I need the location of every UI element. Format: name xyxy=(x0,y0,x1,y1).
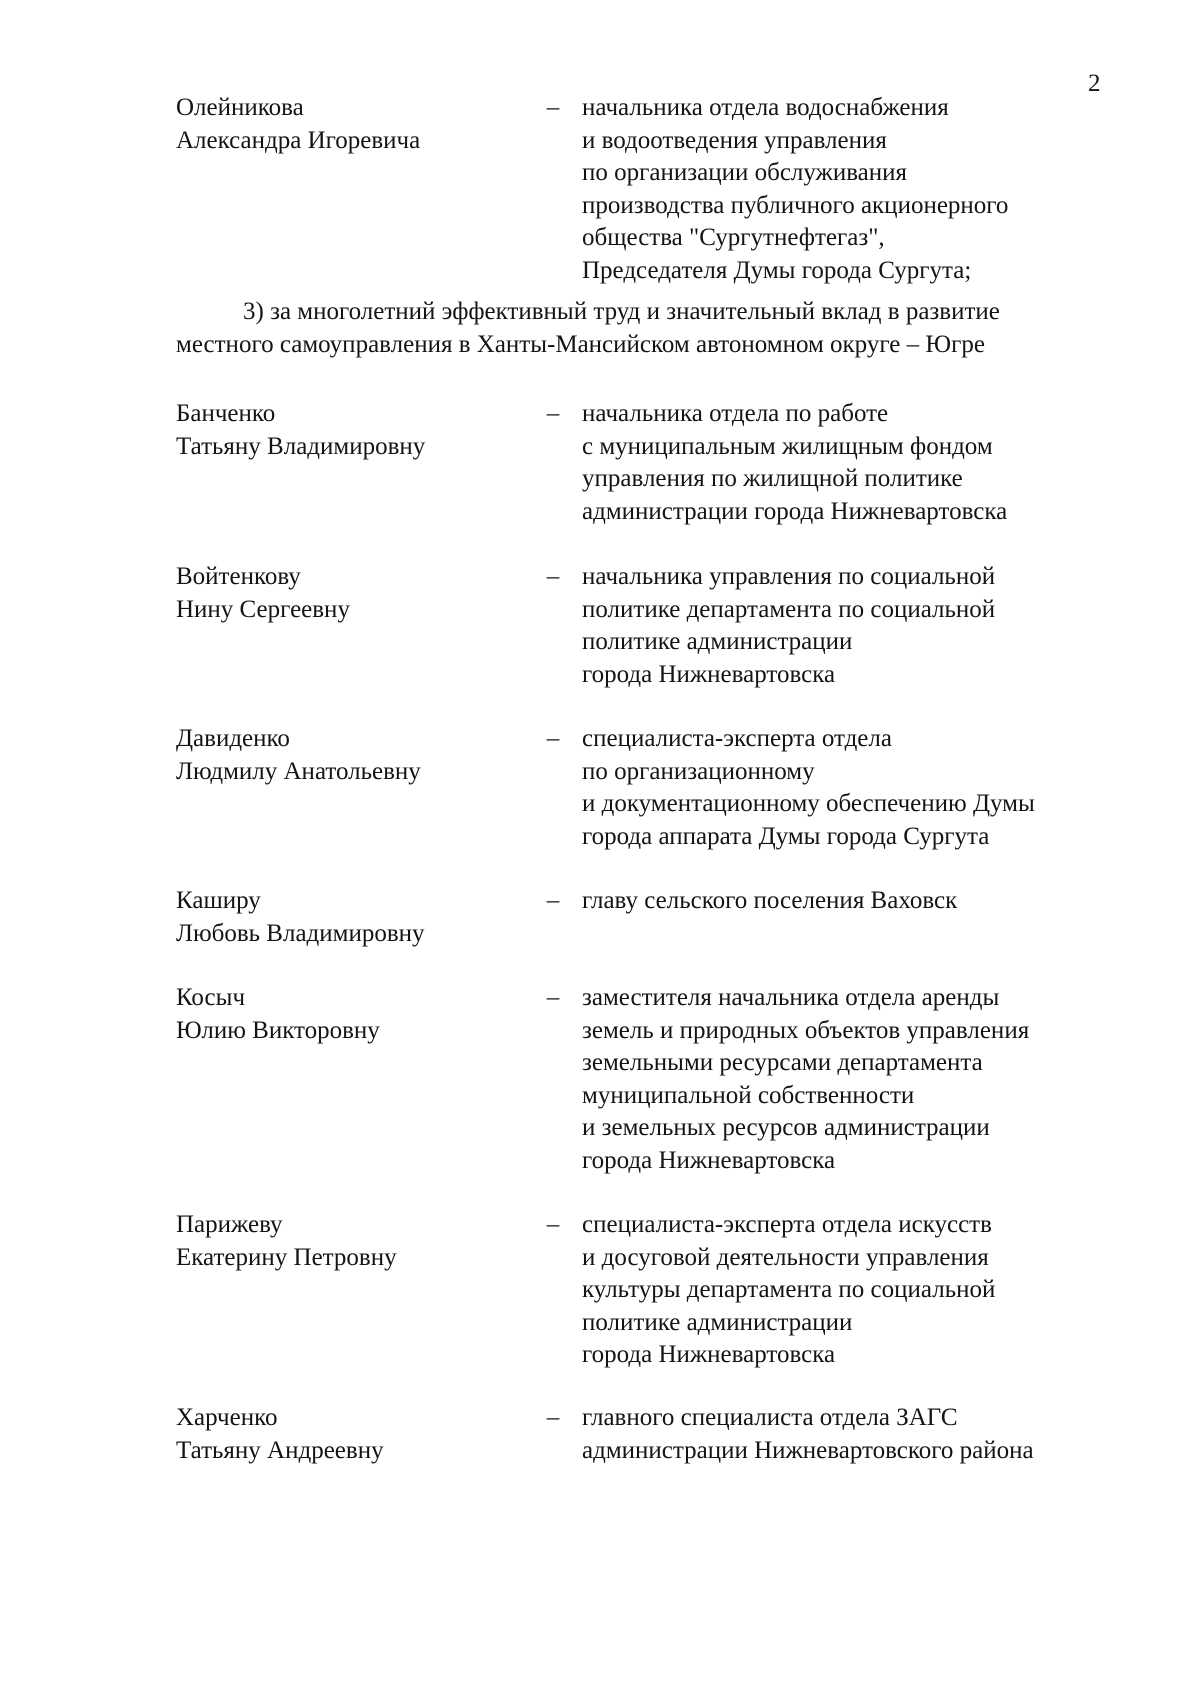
given-names: Любовь Владимировну xyxy=(176,919,425,947)
surname: Косыч xyxy=(176,984,246,1011)
description-line: общества "Сургутнефтегаз", xyxy=(582,224,885,251)
position-description xyxy=(582,561,1122,691)
section-paragraph xyxy=(176,296,1116,361)
position-description xyxy=(582,398,1122,528)
description-line: политике администрации xyxy=(582,1308,853,1336)
description-line: управления по жилищной политике xyxy=(582,465,963,492)
description-line: по организации обслуживания xyxy=(582,159,908,186)
surname: Каширу xyxy=(176,887,261,914)
given-names: Екатерину Петровну xyxy=(176,1243,397,1271)
description-line: с муниципальным жилищным фондом xyxy=(582,432,993,460)
person-name xyxy=(176,1209,536,1274)
description-line: заместителя начальника отдела аренды xyxy=(582,984,1000,1011)
dash-separator: – xyxy=(546,1404,560,1431)
description-line: и водоотведения управления xyxy=(582,126,887,154)
description-line: и документационному обеспечению Думы xyxy=(582,790,1035,817)
person-name xyxy=(176,982,536,1047)
description-line: земель и природных объектов управления xyxy=(582,1016,1030,1044)
description-line: политике департамента по социальной xyxy=(582,595,996,623)
dash-separator: – xyxy=(546,725,560,752)
dash-separator: – xyxy=(546,1211,560,1238)
dash-separator: – xyxy=(546,984,560,1011)
description-line: и досуговой деятельности управления xyxy=(582,1243,989,1271)
description-line: муниципальной собственности xyxy=(582,1081,915,1109)
description-line: политике администрации xyxy=(582,628,853,655)
surname: Парижеву xyxy=(176,1211,283,1238)
description-line: администрации города Нижневартовска xyxy=(582,497,1008,525)
surname: Давиденко xyxy=(176,725,290,752)
description-line: специалиста-эксперта отдела искусств xyxy=(582,1211,992,1238)
given-names: Татьяну Андреевну xyxy=(176,1436,384,1464)
position-description xyxy=(582,982,1122,1177)
description-line: города Нижневартовска xyxy=(582,1341,836,1368)
dash-separator: – xyxy=(546,887,560,914)
description-line: города Нижневартовска xyxy=(582,1146,836,1174)
description-line: начальника отдела водоснабжения xyxy=(582,94,949,121)
description-line: производства публичного акционерного xyxy=(582,191,1009,219)
description-line: города аппарата Думы города Сургута xyxy=(582,822,990,850)
given-names: Людмилу Анатольевну xyxy=(176,757,421,785)
description-line: земельными ресурсами департамента xyxy=(582,1049,983,1076)
description-line: Председателя Думы города Сургута; xyxy=(582,256,972,284)
given-names: Александра Игоревича xyxy=(176,126,421,154)
description-line: по организационному xyxy=(582,757,815,785)
given-names: Нину Сергеевну xyxy=(176,595,350,623)
position-description xyxy=(582,1402,1122,1467)
given-names: Юлию Викторовну xyxy=(176,1016,380,1044)
position-description xyxy=(582,92,1122,287)
surname: Харченко xyxy=(176,1404,278,1431)
person-name xyxy=(176,398,536,463)
section-paragraph-line: 3) за многолетний эффективный труд и значительный вклад в развитие xyxy=(243,298,1000,325)
surname: Олейникова xyxy=(176,94,304,121)
description-line: начальника управления по социальной xyxy=(582,563,996,590)
page-number: 2 xyxy=(1088,70,1101,97)
dash-separator: – xyxy=(546,400,560,427)
description-line: администрации Нижневартовского района xyxy=(582,1436,1034,1464)
surname: Банченко xyxy=(176,400,276,427)
description-line: специалиста-эксперта отдела xyxy=(582,725,892,752)
section-paragraph-line: местного самоуправления в Ханты-Мансийском автономном округе – Югре xyxy=(176,330,985,358)
description-line: начальника отдела по работе xyxy=(582,400,889,427)
description-line: города Нижневартовска xyxy=(582,660,836,688)
dash-separator: – xyxy=(546,563,560,590)
given-names: Татьяну Владимировну xyxy=(176,432,426,460)
position-description xyxy=(582,723,1122,853)
position-description xyxy=(582,885,1122,918)
description-line: культуры департамента по социальной xyxy=(582,1276,996,1303)
person-name xyxy=(176,561,536,626)
person-name xyxy=(176,92,536,157)
person-name xyxy=(176,1402,536,1467)
person-name xyxy=(176,885,536,950)
description-line: главного специалиста отдела ЗАГС xyxy=(582,1404,958,1431)
description-line: и земельных ресурсов администрации xyxy=(582,1114,990,1141)
person-name xyxy=(176,723,536,788)
surname: Войтенкову xyxy=(176,563,301,590)
position-description xyxy=(582,1209,1122,1372)
dash-separator: – xyxy=(546,94,560,121)
description-line: главу сельского поселения Ваховск xyxy=(582,887,958,914)
